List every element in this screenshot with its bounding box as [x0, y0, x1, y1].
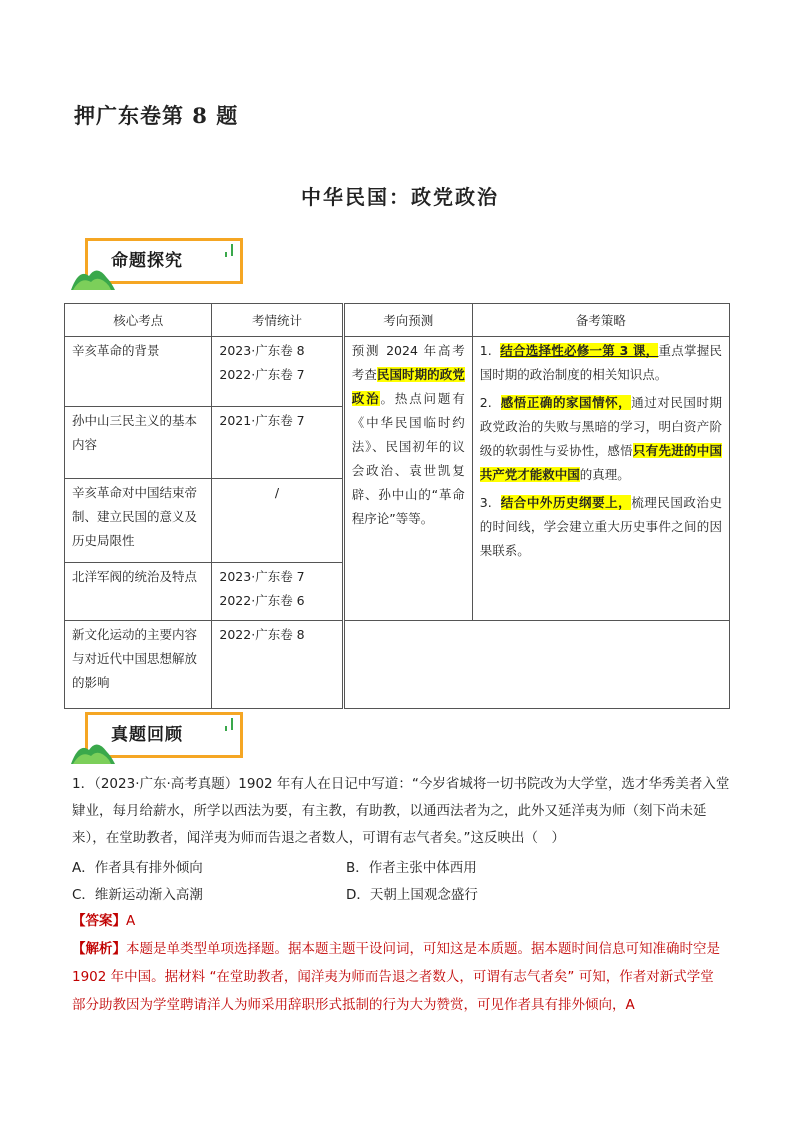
main-title: 中华民国：政党政治 — [301, 185, 499, 209]
option-c[interactable]: C．维新运动渐入高潮 — [72, 887, 203, 903]
table-cell-point: 辛亥革命对中国结束帝制、建立民国的意义及历史局限性 — [65, 479, 212, 563]
question-stem: 1．（2023·广东·高考真题）1902 年有人在日记中写道：“今岁省城将一切书院改为大学堂，选才华秀美者入堂肄业，每月给薪水，所学以西法为要，有主教，有助教，以通西法者为之，此外又延洋夷为师（刻下尚未延来），在堂助教者，闻洋夷为师而告退之者数人，可谓有志气者矣。”这反映出（ ） — [72, 776, 730, 846]
empty-cell — [344, 621, 729, 709]
header-forecast: 考向预测 — [344, 304, 472, 337]
table-cell-stats: 2022·广东卷 8 — [212, 621, 342, 709]
forecast-cell: 预测 2024 年高考考查民国时期的政党政治。热点问题有《中华民国临时约法》、民国初年的议会政治、袁世凯复辟、孙中山的“革命程序论”等等。 — [344, 337, 472, 621]
table-cell-stats: 2023·广东卷 8 2022·广东卷 7 — [212, 337, 342, 407]
top-title: 押广东卷第 8 题 — [74, 103, 239, 128]
header-strategy: 备考策略 — [472, 304, 729, 337]
hills-icon — [71, 736, 115, 764]
answer-line — [72, 909, 135, 929]
table-cell-stats: / — [212, 479, 342, 563]
banner-label: 真题回顾 — [111, 725, 183, 745]
option-b[interactable]: B．作者主张中体西用 — [346, 860, 477, 876]
header-core-point: 核心考点 — [65, 304, 212, 337]
analysis-text: 【解析】本题是单类型单项选择题。据本题主题干设问词，可知这是本质题。据本题时间信息可知准确时空是 1902 年中国。据材料 “在堂助教者，闻洋夷为师而告退之者数人，可谓有志气者矣” 可知，作者对新式学堂部分助教因为学堂聘请洋人为师采用辞职形式抵制的行为大为赞赏，可见作者具有排外倾向，A — [72, 941, 720, 1013]
table-cell-point: 孙中山三民主义的基本内容 — [65, 407, 212, 479]
table-cell-point: 北洋军阀的统治及特点 — [65, 563, 212, 621]
option-d[interactable]: D．天朝上国观念盛行 — [346, 887, 478, 903]
analysis-tag: 【解析】 — [72, 941, 126, 957]
table-cell-stats: 2023·广东卷 7 2022·广东卷 6 — [212, 563, 342, 621]
answer-value: A — [126, 913, 136, 929]
table-cell-point: 新文化运动的主要内容与对近代中国思想解放的影响 — [65, 621, 212, 709]
answer-tag: 【答案】 — [72, 913, 126, 929]
table-cell-stats: 2021·广东卷 7 — [212, 407, 342, 479]
header-stats: 考情统计 — [212, 304, 342, 337]
banner-label: 命题探究 — [111, 251, 183, 271]
strategy-cell: 1. 结合选择性必修一第 3 课，重点掌握民国时期的政治制度的相关知识点。 2. 感悟正确的家国情怀，通过对民国时期政党政治的失败与黑暗的学习，明白资产阶级的软弱性与妥协性，感悟只有先进的中国共产党才能救中国的真理。 3. 结合中外历史纲要上，梳理民国政治史的时间线，学会建立重大历史事件之间的因果联系。 — [472, 337, 729, 621]
option-a[interactable]: A．作者具有排外倾向 — [72, 860, 203, 876]
section-banner-review — [77, 712, 239, 758]
hills-icon — [71, 262, 115, 290]
planning-table — [64, 303, 730, 709]
table-cell-point: 辛亥革命的背景 — [65, 337, 212, 407]
section-banner-explore — [77, 238, 239, 284]
